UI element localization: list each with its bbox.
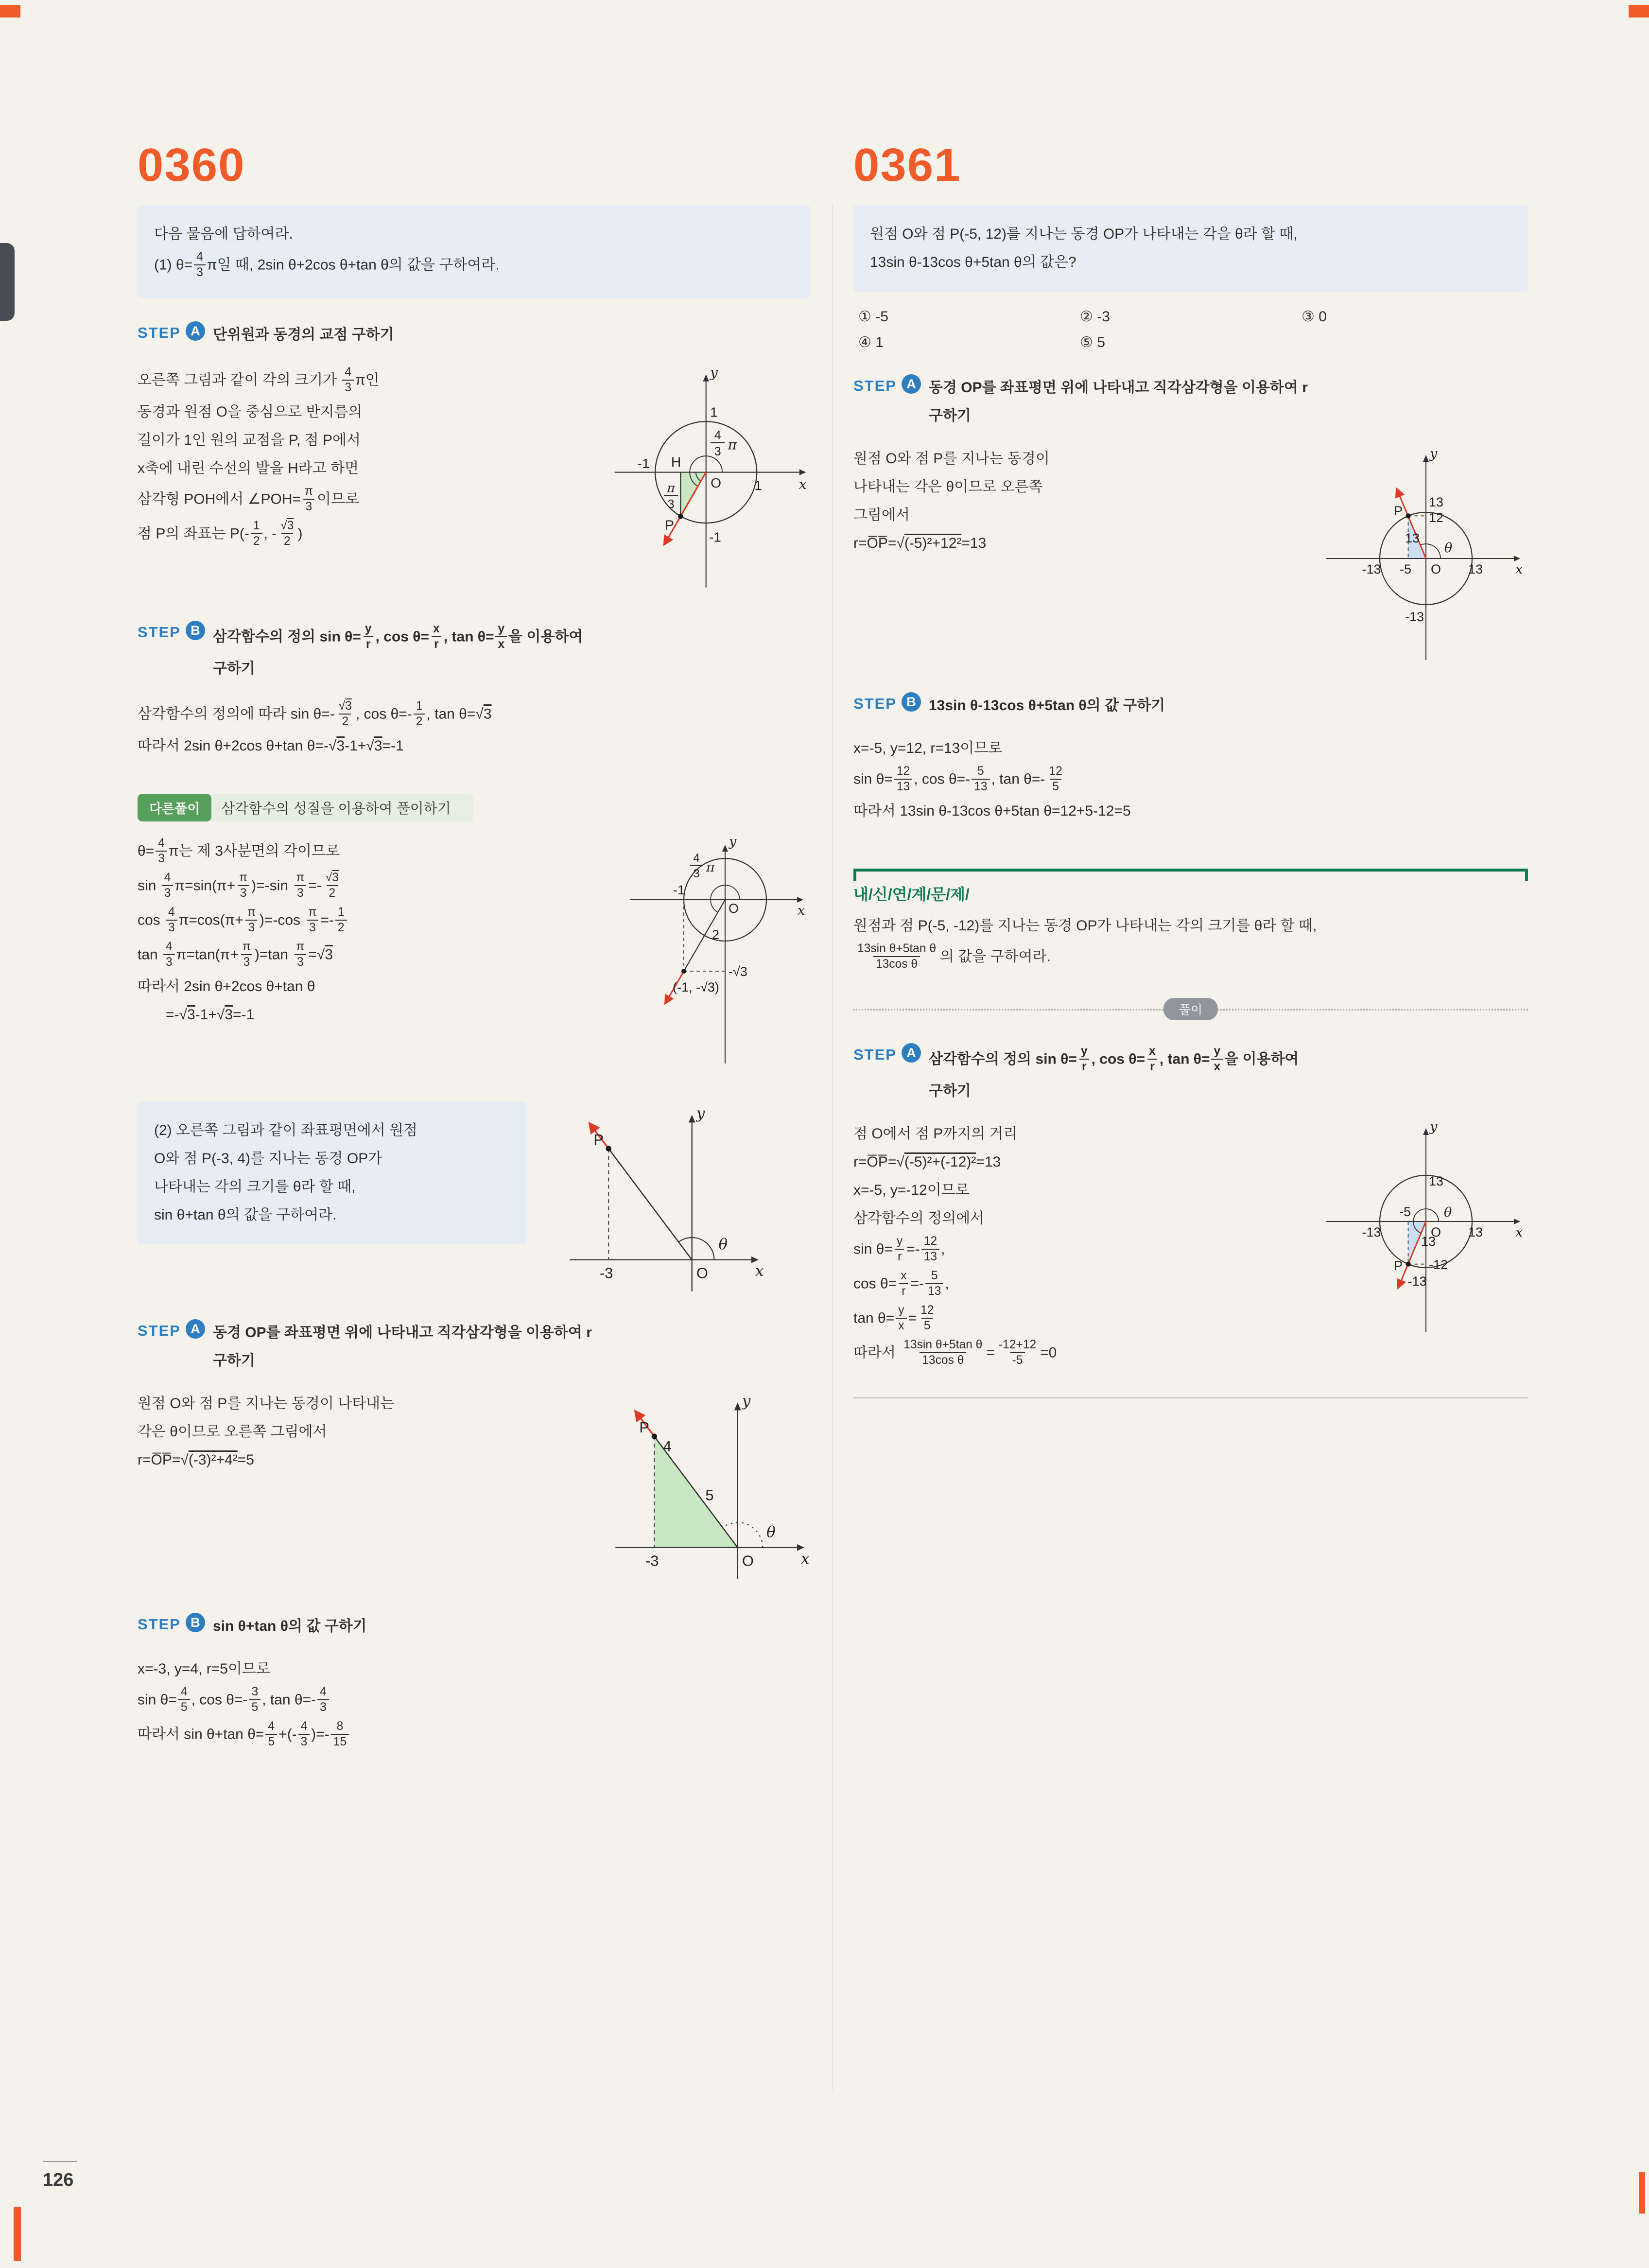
step-title [929, 1043, 1299, 1108]
step-a-header [853, 1043, 1528, 1108]
label-1-top: 1 [710, 404, 718, 420]
text-line: x=-3, y=4, r=5이므로 [138, 1661, 270, 1677]
text-line: 13sin θ-13cos θ+5tan θ의 값 구하기 [928, 698, 1165, 714]
third-quadrant-diagram [596, 834, 810, 1067]
text-line: $\frac{\text{13sin θ+5tan θ}}{\text{13cos θ}}$ 의 값을 구하여라. [857, 942, 1051, 971]
step-badge-a: A [186, 1319, 205, 1339]
label-neg-sqrt3: -√3 [729, 964, 747, 979]
point-p [1406, 1262, 1411, 1267]
text-line: 삼각함수의 정의 sin θ= $\frac{y}{r}$ , cos θ= $\frac{x}{r}$ , tan θ= $\frac{y}{x}$ 을 이용하여 [212, 622, 583, 651]
text-line: 점 O에서 점 P까지의 거리 [853, 1126, 1018, 1142]
linked-solution-body [853, 1117, 1528, 1373]
label-y: y [742, 1392, 751, 1410]
label-13-hyp: 13 [1405, 531, 1420, 545]
label-neg1-left: -1 [637, 455, 650, 471]
x-axis-arrow [1514, 1219, 1520, 1224]
label-neg13-left: -13 [1362, 562, 1381, 576]
label-o: O [1431, 562, 1441, 576]
problem-0360-statement-box [138, 205, 810, 298]
solution-separator [853, 998, 1528, 1020]
label-neg12: -12 [1429, 1257, 1448, 1272]
label-x: x [1515, 1225, 1523, 1240]
point-p [678, 514, 683, 519]
text-line: 따라서 13sin θ-13cos θ+5tan θ=12+5-12=5 [853, 803, 1131, 819]
step-a-body [138, 361, 810, 597]
small-frac-num: π [667, 481, 675, 495]
angle-frac-num: 4 [714, 428, 721, 442]
point [681, 969, 686, 974]
circle-r13-third-quadrant-diagram [1309, 1119, 1528, 1338]
step-a-body [853, 442, 1528, 669]
alt-solution-title: 삼각함수의 성질을 이용하여 풀이하기 [221, 801, 451, 817]
label-p: P [1393, 1258, 1403, 1273]
label-p: P [639, 1419, 650, 1436]
label-y: y [696, 1104, 705, 1122]
label-1-right: 1 [754, 477, 763, 493]
label-2: 2 [712, 927, 720, 942]
label-x: x [1515, 562, 1523, 577]
step-label: STEP [853, 695, 897, 712]
text-line: r=O̅P̅=√(-5)²+12²=13 [853, 535, 987, 551]
text-line: r=O̅P̅=√(-3)²+4²=5 [138, 1452, 254, 1468]
problem-number-0361: 0361 [853, 139, 961, 191]
point-p [652, 1433, 657, 1439]
angle-frac-den: 3 [714, 445, 721, 459]
step-title [213, 621, 583, 685]
label-o: O [711, 474, 722, 490]
text-line: cos θ= $\frac{x}{r}$ =- $\frac{5}{13}$ , [853, 1269, 949, 1298]
label-neg1-bottom: -1 [709, 529, 722, 545]
ray-op-diagram [536, 1101, 764, 1296]
y-axis-arrow [1423, 1128, 1429, 1135]
choice-4: ④ 1 [858, 334, 884, 350]
text-line: 따라서 sin θ+tan θ= $\frac{4}{5}$ +(- $\frac{4}{3}$ )=- $\frac{8}{15}$ [138, 1720, 810, 1750]
step-label: STEP [138, 1322, 181, 1339]
step-b-header [138, 1613, 810, 1643]
step-label: STEP [853, 377, 897, 394]
unit-circle-diagram [587, 363, 810, 592]
column-divider [832, 204, 833, 2090]
text-line: =-√3-1+√3=-1 [166, 1007, 255, 1023]
step-badge-a: A [186, 321, 205, 341]
step-b-body [853, 732, 1528, 828]
label-theta: θ [766, 1523, 776, 1541]
label-5: 5 [705, 1486, 714, 1504]
step-badge-b: B [186, 621, 205, 640]
column-right [853, 139, 1528, 1398]
choice-3: ③ 0 [1302, 309, 1327, 325]
label-neg3: -3 [645, 1552, 659, 1570]
text-line: sin θ= $\frac{12}{13}$ , cos θ=- $\frac{5}{13}$ , tan θ=- $\frac{12}{5}$ [853, 765, 1062, 793]
text-line: 원점 O와 점 P를 지나는 동경이 나타내는 [138, 1396, 395, 1412]
text-line: 따라서 $\frac{\text{13sin θ+5tan θ}}{\text{13cos θ}}$ = $\frac{-12+12}{-5}$ =0 [853, 1338, 1057, 1367]
point-p [1406, 513, 1411, 518]
segment-op [608, 1149, 692, 1260]
label-13-top: 13 [1429, 495, 1444, 509]
small-frac-den: 3 [667, 497, 675, 511]
label-neg13-bottom: -13 [1407, 1274, 1427, 1289]
text-line: 원점과 점 P(-5, -12)를 지나는 동경 OP가 나타내는 각의 크기를 θ라 할 때, [853, 918, 1317, 934]
step-title [929, 374, 1308, 433]
circle-r13-diagram [1309, 444, 1528, 663]
text-line: (1) θ= $\frac{4}{3}$ π일 때, 2sin θ+2cos θ+tan θ의 값을 구하여라. [154, 250, 500, 279]
angle-frac-den: 3 [693, 867, 700, 880]
label-neg1: -1 [673, 883, 685, 897]
right-triangle-diagram [582, 1389, 810, 1584]
text-line: 원점 O와 점 P(-5, 12)를 지나는 동경 OP가 나타내는 각을 θ라 할 때, [870, 226, 1298, 242]
text-line: tan θ= $\frac{y}{x}$ = $\frac{12}{5}$ [853, 1304, 934, 1332]
text-line: 13sin θ-13cos θ+5tan θ의 값은? [870, 254, 1076, 270]
label-y: y [1430, 1119, 1438, 1134]
step-title [213, 321, 394, 351]
linked-exam-title: 내/신/연/계/문/제/ [853, 886, 970, 903]
text-line: 구하기 [212, 1353, 255, 1369]
text-line: 구하기 [928, 1083, 971, 1099]
problem-0360-q2 [138, 1101, 810, 1296]
step-a-header [138, 321, 810, 351]
label-theta: θ [1444, 541, 1453, 556]
angle-pi: π [728, 436, 737, 453]
angle-frac-num: 4 [693, 852, 700, 865]
text-line: sin θ+tan θ의 값 구하기 [212, 1618, 367, 1634]
step-a-header [853, 374, 1528, 433]
label-o: O [742, 1552, 754, 1570]
label-x: x [798, 903, 805, 918]
text-line: x=-5, y=-12이므로 [853, 1182, 970, 1198]
text-line: sin θ+tan θ의 값을 구하여라. [154, 1207, 337, 1223]
label-o: O [696, 1264, 708, 1282]
text-line: 동경 OP를 좌표평면 위에 나타내고 직각삼각형을 이용하여 r [928, 380, 1308, 396]
label-theta: θ [718, 1236, 728, 1253]
print-mark-bottom-right [1639, 2172, 1645, 2214]
text-line: 다음 물음에 답하여라. [154, 226, 293, 242]
step-badge-b: B [902, 692, 921, 712]
y-axis-arrow [703, 374, 709, 382]
print-mark-top-right [1629, 5, 1649, 17]
text-line: sin $\frac{4}{3}$ π=sin(π+ $\frac{\pi}{3}$ )=-sin $\frac{\pi}{3}$ =- $\frac{√3}{2}$ [138, 871, 339, 900]
text-line: x=-5, y=12, r=13이므로 [853, 740, 1003, 756]
solution-end-rule [853, 1397, 1528, 1398]
step-badge-a: A [902, 374, 921, 394]
text-line: r=O̅P̅=√(-5)²+(-12)²=13 [853, 1154, 1001, 1170]
step-label: STEP [138, 624, 181, 641]
x-axis-arrow [1514, 556, 1520, 561]
alt-solution-badge: 다른풀이 [138, 794, 211, 821]
step-b-body [138, 1653, 810, 1755]
label-neg5: -5 [1399, 1204, 1411, 1219]
choice-1: ① -5 [858, 309, 888, 325]
linked-exam-problem-box [853, 869, 1528, 972]
text-line: (2) 오른쪽 그림과 같이 좌표평면에서 원점 [154, 1122, 418, 1138]
text-line: 오른쪽 그림과 같이 각의 크기가 $\frac{4}{3}$ π인 [138, 366, 380, 394]
step-title [929, 692, 1165, 722]
print-mark-bottom-left [14, 2207, 21, 2261]
label-y: y [710, 365, 718, 381]
problem-number-0360: 0360 [138, 139, 245, 191]
y-axis-arrow [689, 1115, 695, 1122]
label-p: P [593, 1131, 604, 1149]
y-axis-arrow [1423, 455, 1429, 462]
text-line: 동경과 원점 O을 중심으로 반지름의 [138, 404, 363, 420]
step-badge-a: A [902, 1043, 921, 1063]
alternative-solution-bar [138, 794, 473, 821]
label-y: y [729, 834, 737, 849]
label-13-right: 13 [1468, 562, 1483, 576]
label-x: x [755, 1262, 764, 1280]
text-line: 그림에서 [853, 507, 910, 523]
text-line: 나타내는 각은 θ이므로 오른쪽 [853, 479, 1043, 495]
column-left [138, 139, 810, 1760]
y-axis-arrow [722, 845, 728, 852]
label-13-right: 13 [1468, 1225, 1483, 1239]
text-line: 따라서 2sin θ+2cos θ+tan θ=-√3-1+√3=-1 [138, 738, 404, 754]
label-neg13-bottom: -13 [1405, 610, 1424, 624]
y-axis-arrow [734, 1402, 741, 1410]
step-badge-b: B [186, 1613, 205, 1632]
text-line: θ= $\frac{4}{3}$ π는 제 3사분면의 각이므로 [138, 837, 340, 865]
text-line: 점 P의 좌표는 P(- $\frac{1}{2}$ , - $\frac{√3}{2}$ ) [138, 519, 303, 548]
step-label: STEP [853, 1046, 897, 1063]
alt-solution-body [138, 832, 810, 1073]
text-line: O와 점 P(-3, 4)를 지나는 동경 OP가 [154, 1151, 382, 1167]
step-title [213, 1613, 367, 1643]
label-x: x [798, 476, 807, 493]
text-line: 단위원과 동경의 교점 구하기 [212, 327, 394, 343]
label-12: 12 [1429, 510, 1444, 525]
step-label: STEP [138, 324, 181, 341]
label-o: O [1431, 1225, 1441, 1239]
label-neg5: -5 [1399, 562, 1412, 576]
text-line: 삼각함수의 정의 sin θ= $\frac{y}{r}$ , cos θ= $\frac{x}{r}$ , tan θ= $\frac{y}{x}$ 을 이용하여 [928, 1045, 1299, 1073]
chapter-tab [0, 243, 15, 321]
text-line: 구하기 [928, 408, 971, 424]
text-line: 따라서 2sin θ+2cos θ+tan θ [138, 978, 315, 994]
text-line: 구하기 [212, 661, 255, 677]
step-title [213, 1319, 592, 1378]
print-mark-top-left [0, 5, 20, 17]
label-4: 4 [663, 1438, 672, 1455]
label-neg3: -3 [599, 1264, 613, 1282]
problem-0361-statement-box [853, 205, 1528, 292]
answer-choices [858, 308, 1523, 351]
label-p: P [1393, 504, 1403, 518]
point-p [606, 1146, 611, 1151]
text-line: x축에 내린 수선의 발을 H라고 하면 [138, 460, 359, 476]
text-line: 삼각형 POH에서 ∠POH= $\frac{\pi}{3}$ 이므로 [138, 485, 359, 513]
label-point: (-1, -√3) [673, 980, 719, 994]
label-o: O [729, 901, 739, 916]
label-13-top: 13 [1429, 1174, 1444, 1188]
text-line: 길이가 1인 원의 교점을 P, 점 P에서 [138, 432, 361, 448]
page-number: 126 [43, 2161, 77, 2191]
text-line: tan $\frac{4}{3}$ π=tan(π+ $\frac{\pi}{3}$ )=tan $\frac{\pi}{3}$ =√3 [138, 940, 333, 969]
label-h: H [671, 454, 681, 470]
solution-badge: 풀이 [1163, 998, 1218, 1020]
step-b-header [853, 692, 1528, 722]
label-y: y [1430, 446, 1438, 461]
text-line: 삼각함수의 정의에 따라 sin θ=- $\frac{√3}{2}$ , cos θ=- $\frac{1}{2}$ , tan θ=√3 [138, 699, 492, 728]
text-line: sin θ= $\frac{4}{5}$ , cos θ=- $\frac{3}{5}$ , tan θ=- $\frac{4}{3}$ [138, 1686, 810, 1715]
step-b-header [138, 621, 810, 685]
step-a-header [138, 1319, 810, 1378]
label-neg13-left: -13 [1362, 1225, 1381, 1239]
text-line: sin θ= $\frac{y}{r}$ =- $\frac{12}{13}$ , [853, 1235, 945, 1263]
choice-5: ⑤ 5 [1080, 334, 1105, 350]
choice-2: ② -3 [1080, 309, 1110, 325]
text-line: 원점 O와 점 P를 지나는 동경이 [853, 451, 1050, 467]
text-line: 삼각함수의 정의에서 [853, 1210, 985, 1226]
label-theta: θ [1444, 1205, 1452, 1220]
text-line: 각은 θ이므로 오른쪽 그림에서 [138, 1424, 327, 1440]
label-13-hyp: 13 [1421, 1234, 1436, 1249]
text-line: cos $\frac{4}{3}$ π=cos(π+ $\frac{\pi}{3}$ )=-cos $\frac{\pi}{3}$ =- $\frac{1}{2}$ [138, 906, 810, 936]
label-p: P [665, 517, 674, 533]
text-line: 나타내는 각의 크기를 θ라 할 때, [154, 1179, 356, 1195]
problem-0360-q2-statement-box [138, 1101, 526, 1244]
x-axis-arrow [799, 469, 806, 475]
text-line: 동경 OP를 좌표평면 위에 나타내고 직각삼각형을 이용하여 r [212, 1325, 592, 1341]
label-x: x [801, 1550, 810, 1568]
step-a-body [138, 1387, 810, 1589]
step-label: STEP [138, 1616, 181, 1633]
angle-pi: π [706, 860, 715, 875]
x-axis-arrow [797, 897, 803, 903]
step-b-body [138, 695, 810, 763]
